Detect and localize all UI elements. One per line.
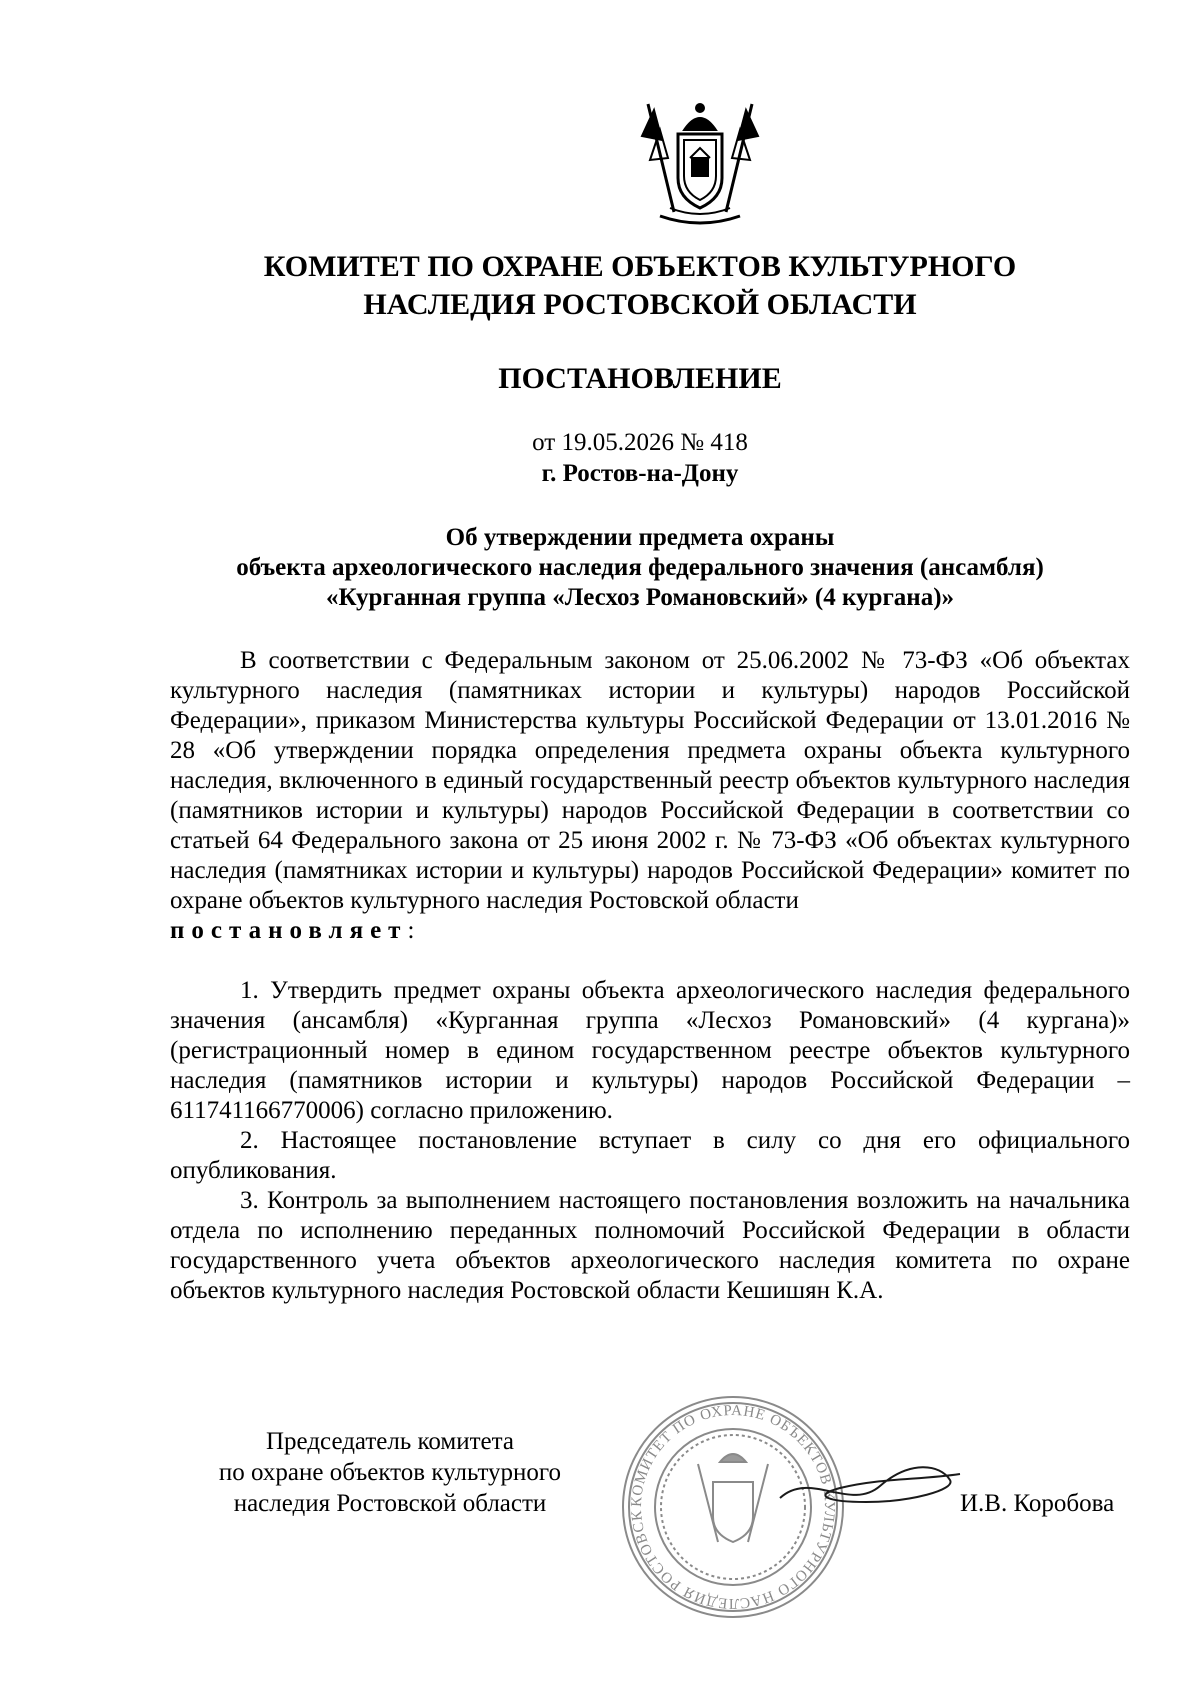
- coat-of-arms-icon: [640, 100, 760, 230]
- document-city: г. Ростов-на-Дону: [541, 460, 739, 487]
- handwritten-signature-icon: [770, 1450, 970, 1520]
- subject-line-1: Об утверждении предмета охраны: [445, 524, 835, 551]
- svg-text:КОМИТЕТ ПО ОХРАНЕ ОБЪЕКТОВ КУЛ: КОМИТЕТ ПО ОХРАНЕ ОБЪЕКТОВ КУЛЬТУРНОГО НАСЛЕДИЯ РОСТОВСК: [628, 1402, 838, 1612]
- preamble-text: В соответствии с Федеральным законом от 25.06.2002 № 73-ФЗ «Об объектах культурного наследия (памятниках истории и культуры) народов Российской Федерации», приказом Министерства культуры Российской Федерации от 13.01.2016 № 28 «Об утверждении порядка определения предмета охраны объекта культурного наследия, включенного в единый государственный реестр объектов культурного наследия (памятников истории и культуры) народов Российской Федерации в соответствии со статьей 64 Федерального закона от 25 июня 2002 г. № 73-ФЗ «Об объектах культурного наследия (памятниках истории и культуры) народов Российской Федерации» комитет по охране объектов культурного наследия Ростовской области: [170, 647, 1130, 914]
- decides-punct: :: [407, 917, 415, 944]
- organization-name: [200, 248, 1080, 324]
- organization-line-1: КОМИТЕТ ПО ОХРАНЕ ОБЪЕКТОВ КУЛЬТУРНОГО: [263, 250, 1017, 283]
- signatory-title-line-1: Председатель комитета: [266, 1428, 514, 1455]
- item-2: 2. Настоящее постановление вступает в силу со дня его официального опубликования.: [170, 1127, 1130, 1184]
- item-3: 3. Контроль за выполнением настоящего постановления возложить на начальника отдела по исполнению переданных полномочий Российской Федерации в области государственного учета объектов археологического наследия комитета по охране объектов культурного наследия Ростовской области Кешишян К.А.: [170, 1187, 1130, 1304]
- signatory-title: [170, 1426, 610, 1519]
- preamble-paragraph: [170, 646, 1130, 946]
- signatory-name: И.В. Коробова: [960, 1490, 1115, 1517]
- signatory-title-line-2: по охране объектов культурного: [218, 1459, 562, 1486]
- subject-line-2: объекта археологического наследия федерального значения (ансамбля): [236, 554, 1044, 581]
- document-body: [170, 646, 1130, 1306]
- signatory-title-line-3: наследия Ростовской области: [233, 1490, 547, 1517]
- subject-line-3: «Курганная группа «Лесхоз Романовский» (4 кургана)»: [325, 584, 955, 611]
- document-date-number: от 19.05.2026 № 418: [532, 429, 748, 456]
- document-type: ПОСТАНОВЛЕНИЕ: [498, 362, 782, 395]
- item-1: 1. Утвердить предмет охраны объекта археологического наследия федерального значения (ансамбля) «Курганная группа «Лесхоз Романовский» (4 кургана)» (регистрационный номер в едином государственном реестре объектов культурного наследия (памятников истории и культуры) народов Российской Федерации – 611741166770006) согласно приложению.: [170, 977, 1130, 1124]
- organization-line-2: НАСЛЕДИЯ РОСТОВСКОЙ ОБЛАСТИ: [363, 288, 917, 321]
- document-subject: [160, 523, 1120, 613]
- decides-word: постановляет: [170, 917, 408, 944]
